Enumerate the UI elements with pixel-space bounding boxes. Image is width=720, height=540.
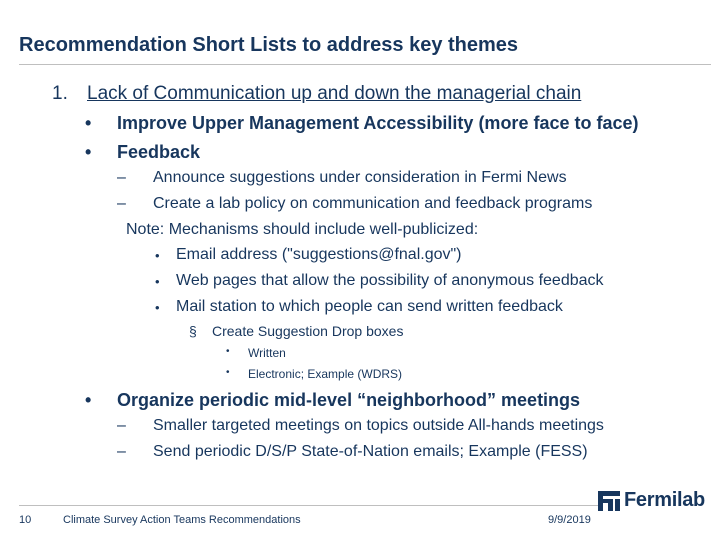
item-heading: Lack of Communication up and down the managerial chain <box>87 83 582 104</box>
fermilab-logo <box>598 489 705 512</box>
dash-marker: – <box>117 169 126 186</box>
mechanism-email: Email address ("suggestions@fnal.gov") <box>176 246 462 263</box>
item-number: 1. <box>52 83 68 104</box>
mechanism-web-pages: Web pages that allow the possibility of anonymous feedback <box>176 272 604 289</box>
bullet-marker: • <box>85 142 92 162</box>
footer-date: 9/9/2019 <box>548 514 591 526</box>
dash-marker: – <box>117 417 126 434</box>
subitem-lab-policy: Create a lab policy on communication and feedback programs <box>153 195 593 212</box>
section-marker: § <box>189 323 197 339</box>
footer-caption: Climate Survey Action Teams Recommendations <box>63 514 301 526</box>
bullet-marker: • <box>226 346 230 357</box>
bullet-meetings: Organize periodic mid-level “neighborhood” meetings <box>117 390 581 410</box>
subitem-targeted-meetings: Smaller targeted meetings on topics outside All-hands meetings <box>153 417 604 434</box>
drop-box-item: Create Suggestion Drop boxes <box>212 323 404 339</box>
footer-divider <box>19 505 599 506</box>
bullet-marker: • <box>226 367 230 378</box>
subitem-state-of-nation: Send periodic D/S/P State-of-Nation emails; Example (FESS) <box>153 443 588 460</box>
mechanisms-note: Note: Mechanisms should include well-publicized: <box>126 221 479 238</box>
bullet-marker: • <box>155 274 160 289</box>
bullet-marker: • <box>85 113 92 133</box>
bullet-marker: • <box>85 390 92 410</box>
mechanism-mail-station: Mail station to which people can send written feedback <box>176 298 563 315</box>
drop-box-written: Written <box>248 346 286 360</box>
bullet-marker: • <box>155 248 160 263</box>
bullet-feedback: Feedback <box>117 142 201 162</box>
subitem-fermi-news: Announce suggestions under consideration in Fermi News <box>153 169 567 186</box>
dash-marker: – <box>117 443 126 460</box>
logo-wordmark: Fermilab <box>624 489 705 511</box>
bullet-accessibility: Improve Upper Management Accessibility (more face to face) <box>117 113 639 133</box>
dash-marker: – <box>117 195 126 212</box>
bullet-marker: • <box>155 300 160 315</box>
title-divider <box>19 64 711 65</box>
fermilab-logo-icon <box>598 491 620 511</box>
drop-box-electronic: Electronic; Example (WDRS) <box>248 367 403 381</box>
slide-title: Recommendation Short Lists to address key themes <box>19 34 519 56</box>
page-number: 10 <box>19 514 32 526</box>
